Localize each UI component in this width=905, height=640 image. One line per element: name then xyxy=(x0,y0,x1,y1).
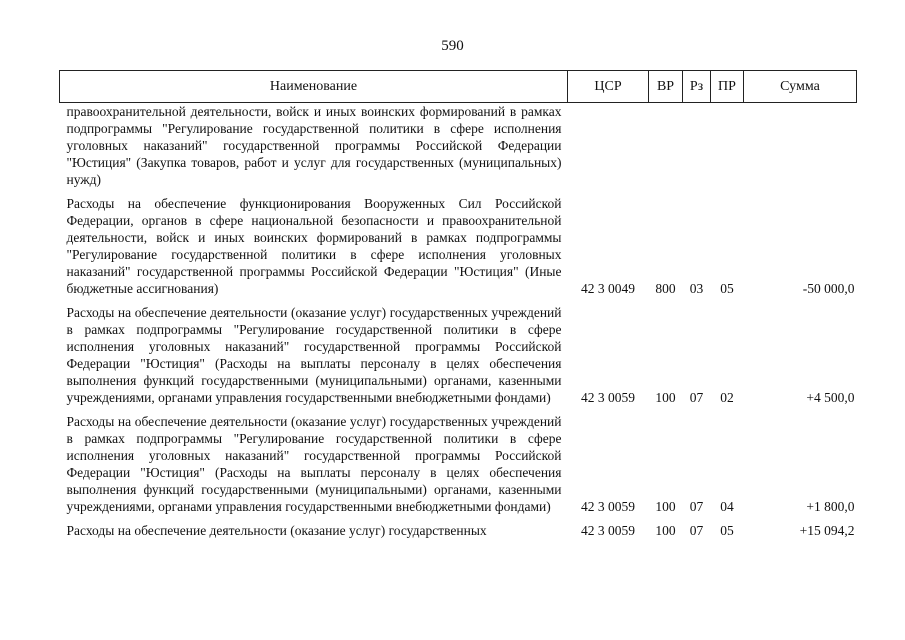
row-csr: 42 3 0059 xyxy=(581,499,635,514)
row-vr xyxy=(649,103,683,189)
row-vr: 100 xyxy=(655,390,676,405)
row-sum: -50 000,0 xyxy=(802,281,855,296)
row-rz xyxy=(683,103,711,189)
row-vr: 100 xyxy=(655,523,676,538)
row-pr: 05 xyxy=(720,281,734,296)
table-row xyxy=(60,103,857,189)
row-spacer xyxy=(60,188,857,195)
row-name: правоохранительной деятельности, войск и иных воинских формирований в рамках подпрограммы "Регулирование государственной политики в сфере исполнения уголовных наказаний" государственной программы Российской Федерации "Юстиция" (Закупка товаров, работ и услуг для государственных (муниципальных) нужд) xyxy=(66,104,562,187)
row-vr: 800 xyxy=(655,281,676,296)
row-pr: 04 xyxy=(720,499,734,514)
row-rz: 03 xyxy=(689,281,704,296)
table-row xyxy=(60,304,857,406)
header-rz: Рз xyxy=(683,71,711,103)
row-pr xyxy=(711,103,744,189)
row-rz: 07 xyxy=(689,523,704,538)
row-name: Расходы на обеспечение деятельности (оказание услуг) государственных учреждений в рамках подпрограммы "Регулирование государственной политики в сфере исполнения уголовных наказаний" государственной программы Российской Федерации "Юстиция" (Расходы на выплаты персоналу в целях обеспечения выполнения функций государственными (муниципальными) органами, казенными учреждениями, органами управления государственными внебюджетными фондами) xyxy=(66,305,562,405)
page-number: 590 xyxy=(441,38,464,54)
row-name: Расходы на обеспечение деятельности (оказание услуг) государственных xyxy=(66,523,487,538)
row-sum: +1 800,0 xyxy=(806,499,855,514)
row-pr: 02 xyxy=(720,390,734,405)
row-csr: 42 3 0059 xyxy=(581,523,635,538)
header-name: Наименование xyxy=(60,71,568,103)
header-sum: Сумма xyxy=(744,71,857,103)
row-spacer xyxy=(60,515,857,522)
row-pr: 05 xyxy=(720,523,734,538)
table-header-row xyxy=(60,71,857,103)
budget-table xyxy=(59,70,857,539)
row-csr xyxy=(568,103,649,189)
table-row xyxy=(60,195,857,297)
row-spacer xyxy=(60,406,857,413)
row-name: Расходы на обеспечение функционирования Вооруженных Сил Российской Федерации, органов в сфере национальной безопасности и правоохранительной деятельности, войск и иных воинских формирований в рамках подпрограммы "Регулирование государственной политики в сфере исполнения уголовных наказаний" государственной программы Российской Федерации "Юстиция" (Иные бюджетные ассигнования) xyxy=(66,196,562,296)
header-pr: ПР xyxy=(711,71,744,103)
row-rz: 07 xyxy=(689,390,704,405)
row-sum: +15 094,2 xyxy=(799,523,855,538)
row-sum: +4 500,0 xyxy=(806,390,855,405)
header-csr: ЦСР xyxy=(568,71,649,103)
row-name: Расходы на обеспечение деятельности (оказание услуг) государственных учреждений в рамках подпрограммы "Регулирование государственной политики в сфере исполнения уголовных наказаний" государственной программы Российской Федерации "Юстиция" (Расходы на выплаты персоналу в целях обеспечения выполнения функций государственными (муниципальными) органами, казенными учреждениями, органами управления государственными внебюджетными фондами) xyxy=(66,414,562,514)
row-csr: 42 3 0049 xyxy=(581,281,635,296)
row-csr: 42 3 0059 xyxy=(581,390,635,405)
table-row xyxy=(60,413,857,515)
table-row xyxy=(60,522,857,539)
header-vr: ВР xyxy=(649,71,683,103)
row-rz: 07 xyxy=(689,499,704,514)
row-sum xyxy=(744,103,857,189)
row-spacer xyxy=(60,297,857,304)
row-vr: 100 xyxy=(655,499,676,514)
